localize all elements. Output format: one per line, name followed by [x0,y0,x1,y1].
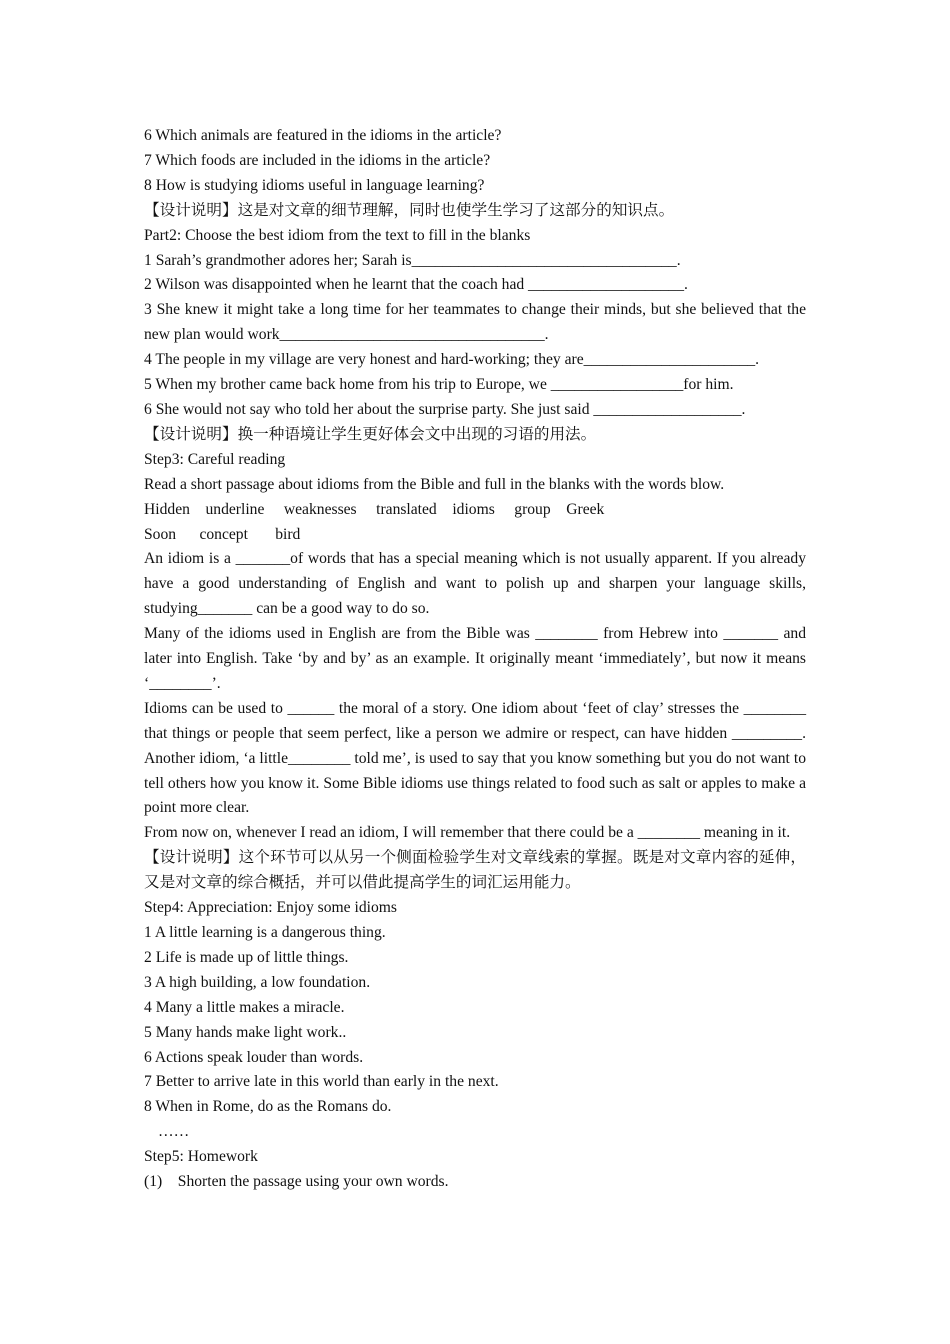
document-page [144,124,806,1195]
step5-title: Step5: Homework [144,1148,258,1166]
design-note-1: 【设计说明】这是对文章的细节理解，同时也使学生学习了这部分的知识点。 [144,201,675,219]
homework-item-1: (1) Shorten the passage using your own words. [144,1173,449,1191]
passage-paragraph-4: From now on, whenever I read an idiom, I will remember that there could be a ________ meaning in it. [144,824,791,842]
question-8: 8 How is studying idioms useful in language learning? [144,176,485,194]
idiom-6: 6 Actions speak louder than words. [144,1048,364,1066]
idiom-2: 2 Life is made up of little things. [144,948,349,966]
question-7: 7 Which foods are included in the idioms in the article? [144,151,491,169]
part2-title: Part2: Choose the best idiom from the text to fill in the blanks [144,226,531,244]
design-note-3: 【设计说明】这个环节可以从另一个侧面检验学生对文章线索的掌握。既是对文章内容的延伸，又是对文章的综合概括，并可以借此提高学生的词汇运用能力。 [144,849,806,892]
word-bank-line-2: Soon concept bird [144,525,301,543]
part2-item-6: 6 She would not say who told her about the surprise party. She just said ___________________. [144,400,746,418]
question-6: 6 Which animals are featured in the idioms in the article? [144,127,502,144]
idiom-1: 1 A little learning is a dangerous thing. [144,924,386,941]
idiom-3: 3 A high building, a low foundation. [144,973,371,991]
idiom-4: 4 Many a little makes a miracle. [144,998,345,1016]
part2-item-1: 1 Sarah’s grandmother adores her; Sarah is__________________________________. [144,251,681,269]
part2-item-5: 5 When my brother came back home from his trip to Europe, we _________________for him. [144,376,734,394]
idiom-5: 5 Many hands make light work.. [144,1023,347,1041]
passage-paragraph-1: An idiom is a _______of words that has a special meaning which is not usually apparent. If you already have a good understanding of English and want to polish up and sharpen your language skills, studying_______ can be a good way to do so. [144,550,806,618]
step3-title: Step3: Careful reading [144,450,286,468]
passage-paragraph-2: Many of the idioms used in English are from the Bible was ________ from Hebrew into _______ and later into English. Take ‘by and by’ as an example. It originally meant ‘immediately’, but now it means ‘________’. [144,625,806,692]
step4-title: Step4: Appreciation: Enjoy some idioms [144,899,397,917]
step3-instruction: Read a short passage about idioms from the Bible and full in the blanks with the words blow. [144,475,725,493]
passage-paragraph-3: Idioms can be used to ______ the moral of a story. One idiom about ‘feet of clay’ stresses the ________ that things or people that seem perfect, like a person we admire or respect, can have hidden _________. Another idiom, ‘a little________ told me’, is used to say that you know something but you do not want to tell others how you know it. Some Bible idioms use things related to food such as salt or apples to make a point more clear. [144,699,806,817]
idiom-8: 8 When in Rome, do as the Romans do. [144,1098,392,1116]
design-note-2: 【设计说明】换一种语境让学生更好体会文中出现的习语的用法。 [144,425,597,443]
part2-item-2: 2 Wilson was disappointed when he learnt that the coach had ____________________. [144,276,688,294]
part2-item-3: 3 She knew it might take a long time for her teammates to change their minds, but she believed that the new plan would work__________________________________. [144,301,806,344]
ellipsis: …… [158,1123,190,1141]
idiom-7: 7 Better to arrive late in this world than early in the next. [144,1073,499,1091]
part2-item-4: 4 The people in my village are very honest and hard-working; they are______________________. [144,351,760,369]
word-bank-line-1: Hidden underline weaknesses translated idioms group Greek [144,500,605,518]
